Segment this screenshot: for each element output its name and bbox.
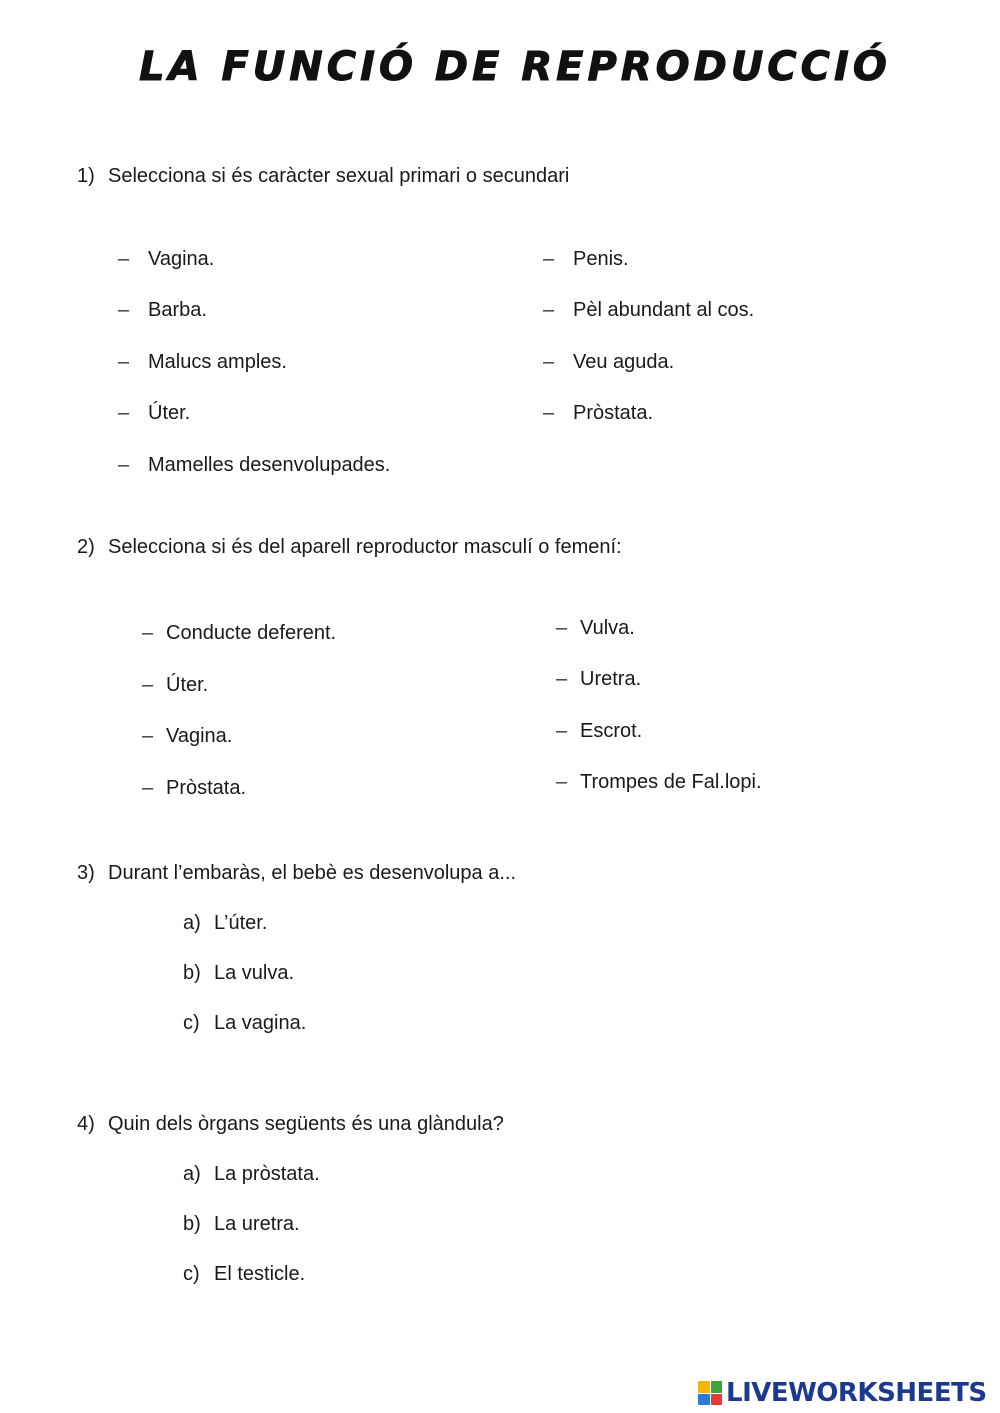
dash-bullet: – [118,299,130,321]
q2-item-conducte[interactable] [142,622,336,645]
q1-item-mamelles[interactable] [118,454,390,477]
q1-item-veu[interactable] [543,351,674,374]
question-text: Selecciona si és del aparell reproductor masculí o femení: [108,536,622,558]
dash-bullet: – [142,622,154,644]
option-text: La uretra. [214,1213,300,1235]
q2-item-uretra[interactable] [556,668,641,691]
item-label: Pròstata. [166,777,247,799]
question-1 [77,165,569,188]
q1-item-malucs[interactable] [118,351,287,374]
q4-option-a[interactable] [183,1163,320,1186]
q3-option-c[interactable] [183,1012,306,1035]
q2-item-prostata[interactable] [142,777,246,800]
q2-item-vagina[interactable] [142,725,232,748]
page-title: LA FUNCIÓ DE REPRODUCCIÓ [139,44,891,90]
dash-bullet: – [118,454,130,476]
q2-item-uter[interactable] [142,674,208,697]
question-3 [77,862,516,885]
question-text: Durant l’embaràs, el bebè es desenvolupa a... [108,862,517,884]
q2-item-vulva[interactable] [556,617,635,640]
option-letter: c) [183,1263,200,1285]
dash-bullet: – [556,771,568,793]
item-label: Úter. [166,674,209,696]
question-number: 2) [77,536,95,558]
question-text: Selecciona si és caràcter sexual primari o secundari [108,165,570,187]
dash-bullet: – [118,402,130,424]
logo-icon [698,1381,722,1405]
dash-bullet: – [142,777,154,799]
item-label: Trompes de Fal.lopi. [580,771,762,793]
q1-item-penis[interactable] [543,248,629,271]
q1-item-barba[interactable] [118,299,207,322]
option-text: La vagina. [214,1012,307,1034]
liveworksheets-logo [698,1378,987,1408]
dash-bullet: – [556,617,568,639]
q1-item-prostata[interactable] [543,402,653,425]
item-label: Vulva. [580,617,635,639]
item-label: Conducte deferent. [166,622,337,644]
question-text: Quin dels òrgans següents és una glàndula? [108,1113,504,1135]
question-2 [77,536,622,559]
q1-item-pel[interactable] [543,299,754,322]
dash-bullet: – [142,725,154,747]
question-number: 3) [77,862,95,884]
item-label: Escrot. [580,720,643,742]
option-text: L’úter. [214,912,268,934]
option-letter: b) [183,962,201,984]
item-label: Malucs amples. [148,351,287,373]
dash-bullet: – [118,351,130,373]
item-label: Barba. [148,299,207,321]
option-letter: a) [183,912,201,934]
option-text: El testicle. [214,1263,306,1285]
q1-item-uter[interactable] [118,402,190,425]
dash-bullet: – [543,402,555,424]
q1-item-vagina[interactable] [118,248,214,271]
item-label: Vagina. [166,725,233,747]
q3-option-a[interactable] [183,912,267,935]
dash-bullet: – [118,248,130,270]
dash-bullet: – [543,351,555,373]
option-letter: a) [183,1163,201,1185]
q4-option-c[interactable] [183,1263,305,1286]
item-label: Uretra. [580,668,642,690]
item-label: Mamelles desenvolupades. [148,454,391,476]
item-label: Pèl abundant al cos. [573,299,755,321]
question-4 [77,1113,504,1136]
option-letter: c) [183,1012,200,1034]
dash-bullet: – [543,248,555,270]
item-label: Veu aguda. [573,351,675,373]
q2-item-trompes[interactable] [556,771,762,794]
dash-bullet: – [142,674,154,696]
option-text: La vulva. [214,962,295,984]
item-label: Pròstata. [573,402,654,424]
question-number: 4) [77,1113,95,1135]
dash-bullet: – [556,668,568,690]
item-label: Penis. [573,248,629,270]
q4-option-b[interactable] [183,1213,300,1236]
question-number: 1) [77,165,95,187]
item-label: Úter. [148,402,191,424]
logo-text: LIVEWORKSHEETS [726,1378,987,1408]
dash-bullet: – [556,720,568,742]
option-letter: b) [183,1213,201,1235]
q2-item-escrot[interactable] [556,720,642,743]
dash-bullet: – [543,299,555,321]
item-label: Vagina. [148,248,215,270]
option-text: La pròstata. [214,1163,320,1185]
q3-option-b[interactable] [183,962,294,985]
